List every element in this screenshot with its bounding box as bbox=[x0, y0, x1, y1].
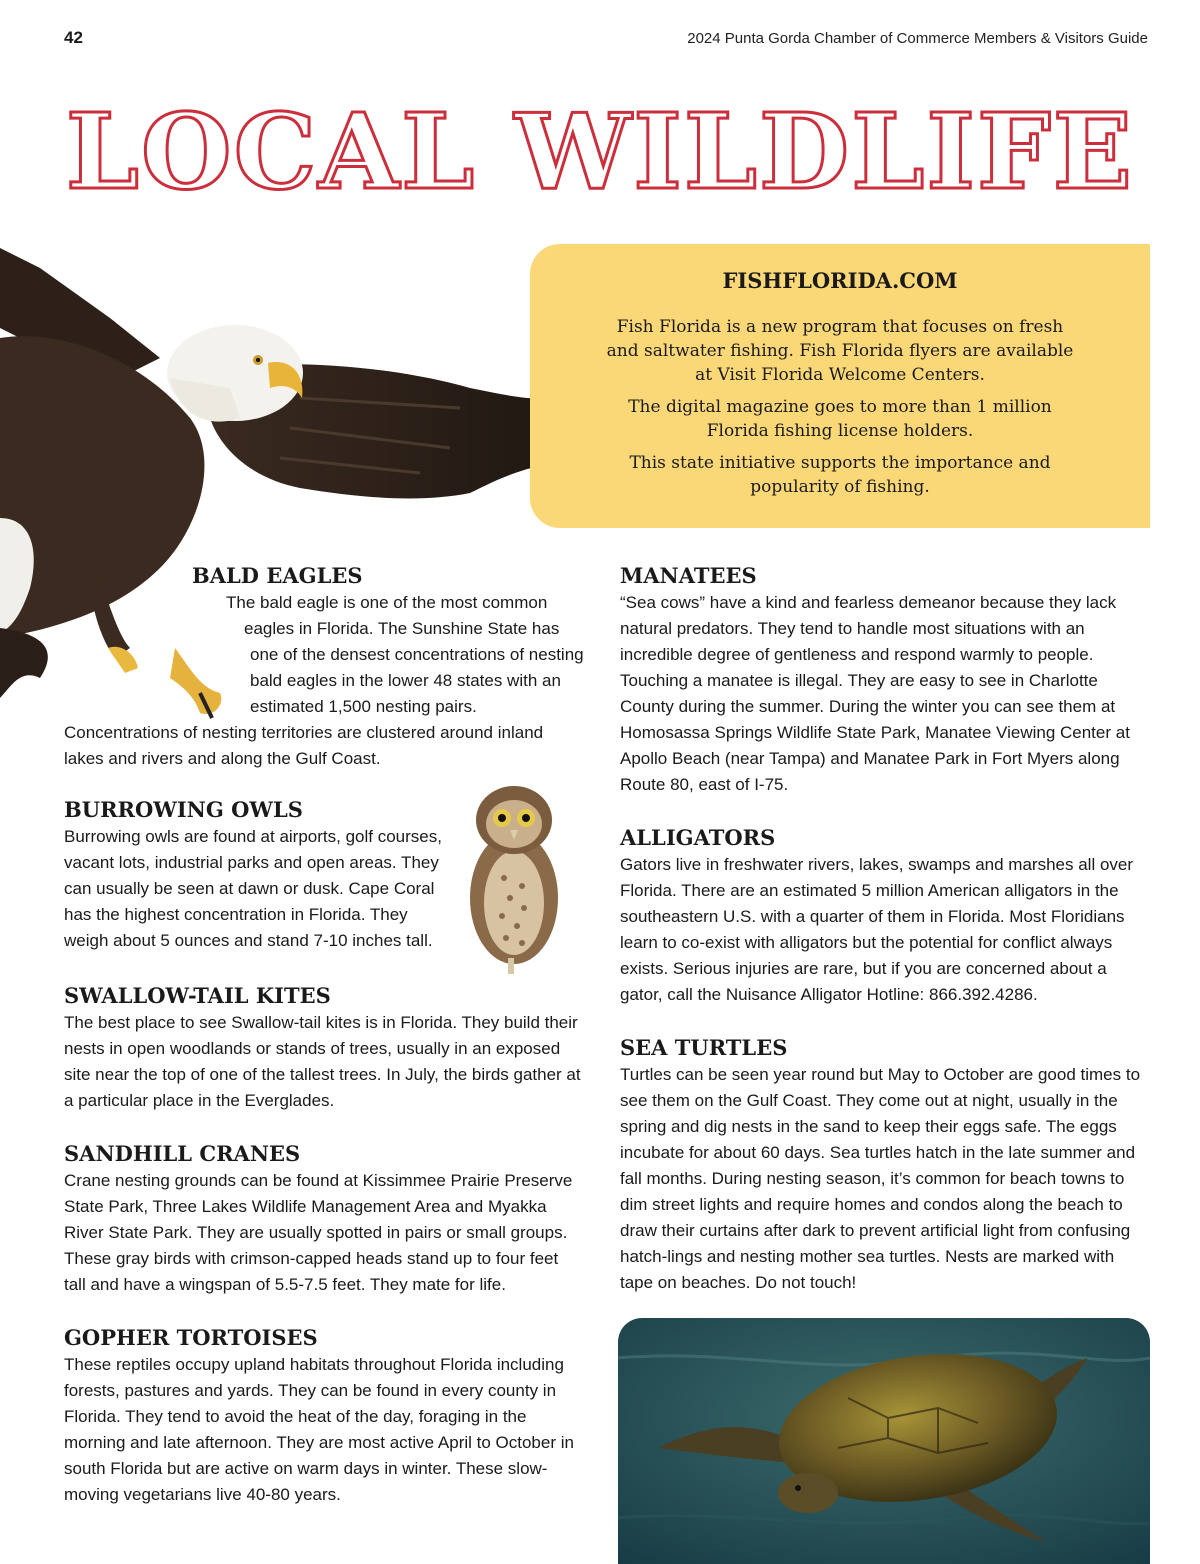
section-heading: SWALLOW-TAIL KITES bbox=[64, 983, 331, 1008]
section-heading: GOPHER TORTOISES bbox=[64, 1325, 318, 1350]
section-heading: BURROWING OWLS bbox=[64, 797, 303, 822]
section-heading: ALLIGATORS bbox=[620, 825, 776, 850]
section-body: “Sea cows” have a kind and fearless demeanor because they lack natural predators. They tend to handle most situations with an incredible degree of gentleness and respond warmly to people. Touching a manatee is illegal. They are easy to see in Charlotte County during the summer. During the winter you can see them at Homosassa Springs Wildlife State Park, Manatee Viewing Center at Apollo Beach (near Tampa) and Manatee Park in Fort Myers along Route 80, east of I-75. bbox=[620, 593, 1130, 794]
section-gopher-tortoises bbox=[64, 1324, 584, 1508]
section-swallow-tail-kites bbox=[64, 982, 584, 1114]
section-body: Burrowing owls are found at airports, golf courses, vacant lots, industrial parks and open areas. They can usually be seen at dawn or dusk. Cape Coral has the highest concentration in Florida. They weigh about 5 ounces and stand 7-10 inches tall. bbox=[64, 827, 442, 950]
section-sandhill-cranes bbox=[64, 1140, 584, 1298]
section-heading: SEA TURTLES bbox=[620, 1035, 788, 1060]
sea-turtle-illustration bbox=[618, 1318, 1150, 1564]
sidebar-heading: FISHFLORIDA.COM bbox=[722, 268, 958, 293]
section-bald-eagles bbox=[64, 562, 584, 772]
section-body: Turtles can be seen year round but May to October are good times to see them on the Gulf Coast. They come out at night, usually in the spring and dig nests in the sand to keep their eggs safe. The eggs incubate for about 60 days. Sea turtles hatch in the late summer and fall months. During nesting season, it’s common for beach towns to dim street lights and require homes and condos along the beach to draw their curtains after dark to prevent artificial light from confusing hatch-lings and nesting mother sea turtles. Nests are marked with tape on beaches. Do not touch! bbox=[620, 1065, 1141, 1292]
section-heading: MANATEES bbox=[620, 563, 757, 588]
sea-turtle-photo bbox=[618, 1318, 1150, 1564]
section-heading: BALD EAGLES bbox=[192, 563, 363, 588]
burrowing-owl-photo bbox=[462, 778, 566, 974]
section-alligators bbox=[620, 824, 1150, 1008]
section-body: The best place to see Swallow-tail kites is in Florida. They build their nests in open woodlands or stands of trees, usually in an exposed site near the top of one of the tallest trees. In July, the birds gather at a particular place in the Everglades. bbox=[64, 1013, 581, 1110]
section-body: The bald eagle is one of the most common eagles in Florida. The Sunshine State has one of the densest concentrations of nesting bald eagles in the lower 48 states with an estimated 1,500 nesting pairs. Concentrations of nesting territories are clustered around inland lakes and rivers and along the Gulf Coast. bbox=[64, 593, 584, 768]
page-number: 42 bbox=[64, 28, 83, 47]
section-sea-turtles bbox=[620, 1034, 1150, 1296]
section-body: These reptiles occupy upland habitats throughout Florida including forests, pastures and yards. They can be found in every county in Florida. They tend to avoid the heat of the day, foraging in the morning and late afternoon. They are most active April to October in south Florida but are active on warm days in winter. These slow-moving vegetarians live 40-80 years. bbox=[64, 1355, 574, 1504]
fishflorida-sidebar bbox=[530, 244, 1150, 528]
sidebar-paragraph: This state initiative supports the importance and popularity of fishing. bbox=[629, 453, 1051, 497]
section-body: Crane nesting grounds can be found at Kissimmee Prairie Preserve State Park, Three Lakes Wildlife Management Area and Myakka River State Park. They are usually spotted in pairs or small groups. These gray birds with crimson-capped heads stand up to four feet tall and have a wingspan of 5.5-7.5 feet. They mate for life. bbox=[64, 1171, 573, 1294]
sidebar-paragraph: Fish Florida is a new program that focuses on fresh and saltwater fishing. Fish Florida flyers are available at Visit Florida Welcome Centers. bbox=[606, 317, 1074, 385]
running-head: 2024 Punta Gorda Chamber of Commerce Members & Visitors Guide bbox=[687, 30, 1148, 47]
sidebar-paragraph: The digital magazine goes to more than 1 million Florida fishing license holders. bbox=[628, 397, 1052, 441]
section-manatees bbox=[620, 562, 1150, 798]
section-heading: SANDHILL CRANES bbox=[64, 1141, 301, 1166]
section-burrowing-owls bbox=[64, 796, 454, 954]
page-title: LOCAL WILDLIFE bbox=[65, 90, 1135, 213]
section-body: Gators live in freshwater rivers, lakes, swamps and marshes all over Florida. There are an estimated 5 million American alligators in the southeastern U.S. with a quarter of them in Florida. Most Floridians learn to co-exist with alligators but the potential for conflict always exists. Serious injuries are rare, but if you are concerned about a gator, call the Nuisance Alligator Hotline: 866.392.4286. bbox=[620, 855, 1134, 1004]
